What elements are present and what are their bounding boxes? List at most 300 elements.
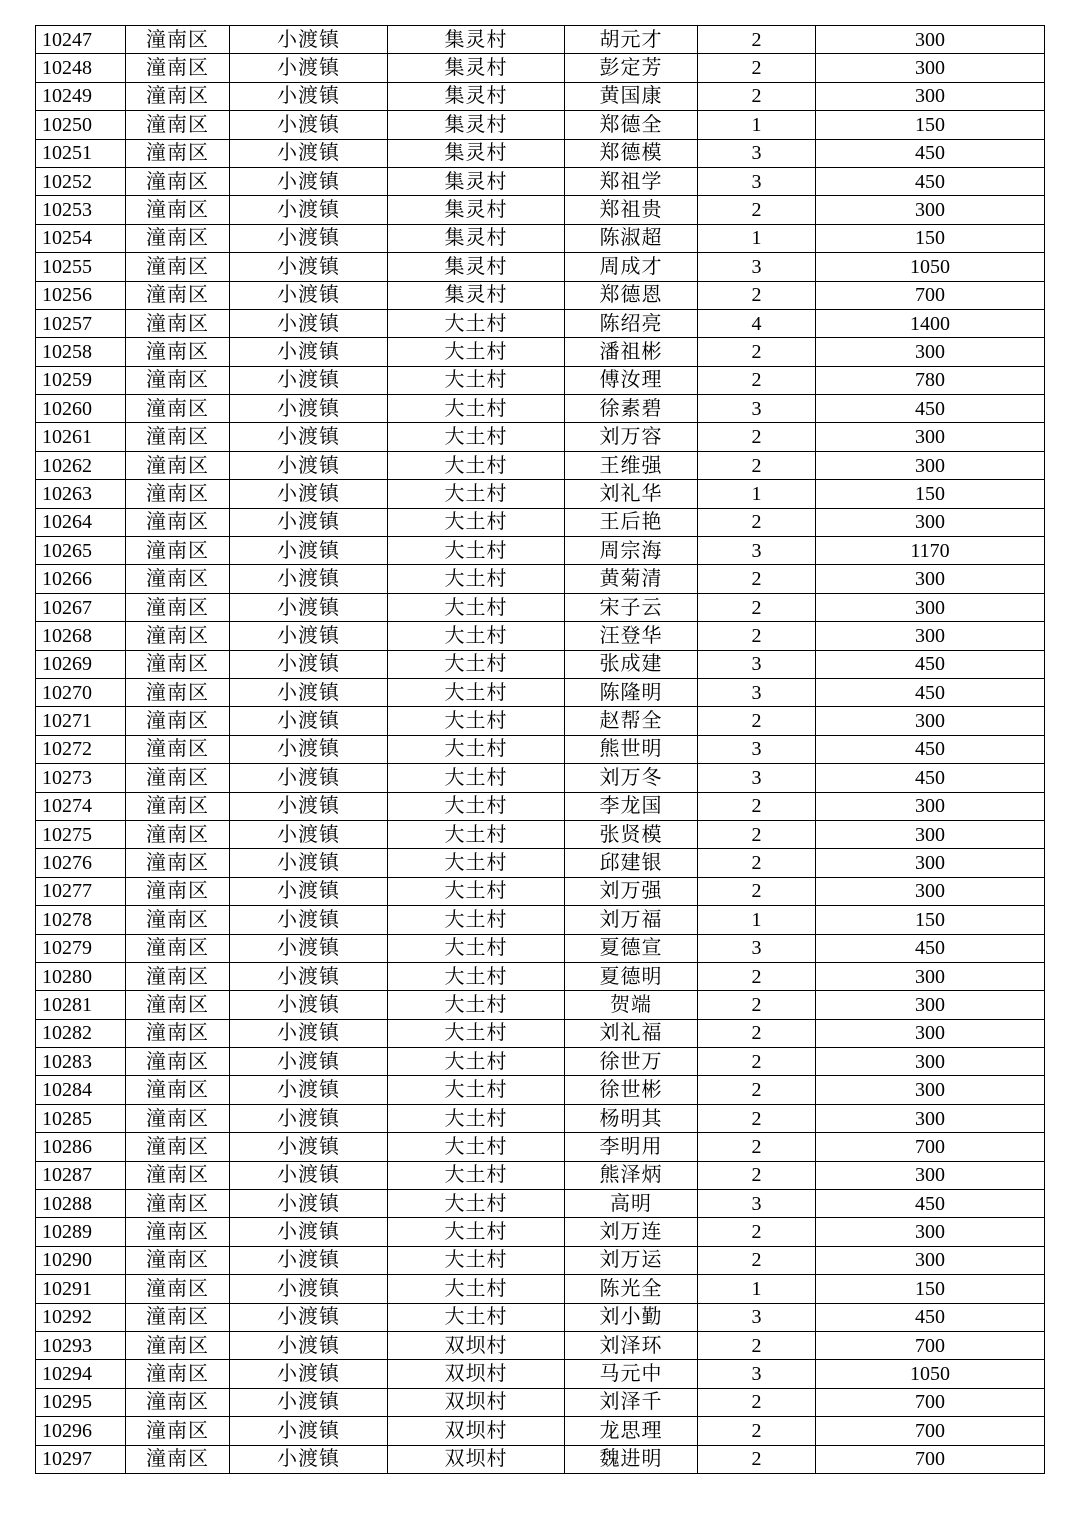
cell-amount: 1170 — [816, 537, 1045, 565]
cell-town: 小渡镇 — [230, 678, 388, 706]
cell-district: 潼南区 — [126, 167, 230, 195]
cell-name: 黄菊清 — [565, 565, 698, 593]
cell-count: 3 — [698, 1303, 816, 1331]
table-row — [36, 26, 1045, 54]
cell-count: 2 — [698, 622, 816, 650]
cell-name: 徐素碧 — [565, 395, 698, 423]
cell-id: 10262 — [36, 451, 126, 479]
cell-name: 魏进明 — [565, 1445, 698, 1473]
cell-count: 3 — [698, 1190, 816, 1218]
table-row — [36, 934, 1045, 962]
cell-amount: 450 — [816, 934, 1045, 962]
cell-id: 10253 — [36, 196, 126, 224]
cell-count: 2 — [698, 849, 816, 877]
cell-count: 2 — [698, 281, 816, 309]
cell-village: 大土村 — [388, 1133, 565, 1161]
cell-amount: 450 — [816, 395, 1045, 423]
table-row — [36, 707, 1045, 735]
cell-village: 大土村 — [388, 820, 565, 848]
cell-village: 大土村 — [388, 1303, 565, 1331]
table-row — [36, 253, 1045, 281]
cell-name: 刘小勤 — [565, 1303, 698, 1331]
cell-id: 10277 — [36, 877, 126, 905]
table-body — [36, 26, 1045, 1474]
table-row — [36, 338, 1045, 366]
cell-village: 双坝村 — [388, 1417, 565, 1445]
cell-village: 大土村 — [388, 593, 565, 621]
cell-amount: 300 — [816, 991, 1045, 1019]
cell-name: 徐世彬 — [565, 1076, 698, 1104]
table-row — [36, 735, 1045, 763]
cell-district: 潼南区 — [126, 1246, 230, 1274]
cell-town: 小渡镇 — [230, 537, 388, 565]
cell-town: 小渡镇 — [230, 139, 388, 167]
cell-amount: 300 — [816, 1246, 1045, 1274]
cell-district: 潼南区 — [126, 1331, 230, 1359]
cell-district: 潼南区 — [126, 991, 230, 1019]
cell-amount: 300 — [816, 451, 1045, 479]
cell-village: 大土村 — [388, 622, 565, 650]
table-row — [36, 906, 1045, 934]
cell-village: 集灵村 — [388, 82, 565, 110]
cell-district: 潼南区 — [126, 338, 230, 366]
cell-amount: 300 — [816, 508, 1045, 536]
cell-id: 10270 — [36, 678, 126, 706]
cell-amount: 450 — [816, 764, 1045, 792]
cell-village: 集灵村 — [388, 196, 565, 224]
table-row — [36, 167, 1045, 195]
cell-id: 10286 — [36, 1133, 126, 1161]
cell-id: 10269 — [36, 650, 126, 678]
cell-amount: 450 — [816, 650, 1045, 678]
cell-count: 1 — [698, 906, 816, 934]
cell-name: 张贤模 — [565, 820, 698, 848]
table-row — [36, 1076, 1045, 1104]
cell-id: 10256 — [36, 281, 126, 309]
cell-district: 潼南区 — [126, 82, 230, 110]
cell-id: 10279 — [36, 934, 126, 962]
cell-name: 刘泽环 — [565, 1331, 698, 1359]
cell-amount: 150 — [816, 480, 1045, 508]
cell-count: 3 — [698, 1360, 816, 1388]
cell-district: 潼南区 — [126, 593, 230, 621]
cell-id: 10296 — [36, 1417, 126, 1445]
table-row — [36, 1133, 1045, 1161]
cell-district: 潼南区 — [126, 1417, 230, 1445]
cell-name: 龙思理 — [565, 1417, 698, 1445]
cell-name: 高明 — [565, 1190, 698, 1218]
cell-village: 大土村 — [388, 1218, 565, 1246]
cell-id: 10251 — [36, 139, 126, 167]
cell-district: 潼南区 — [126, 253, 230, 281]
table-row — [36, 1218, 1045, 1246]
table-row — [36, 1445, 1045, 1473]
cell-id: 10267 — [36, 593, 126, 621]
cell-district: 潼南区 — [126, 934, 230, 962]
cell-amount: 450 — [816, 678, 1045, 706]
cell-district: 潼南区 — [126, 820, 230, 848]
cell-village: 大土村 — [388, 1246, 565, 1274]
cell-village: 集灵村 — [388, 111, 565, 139]
cell-district: 潼南区 — [126, 1133, 230, 1161]
cell-count: 2 — [698, 1076, 816, 1104]
table-row — [36, 650, 1045, 678]
table-row — [36, 593, 1045, 621]
cell-town: 小渡镇 — [230, 1104, 388, 1132]
cell-count: 2 — [698, 1161, 816, 1189]
cell-town: 小渡镇 — [230, 395, 388, 423]
cell-amount: 700 — [816, 1331, 1045, 1359]
cell-name: 李明用 — [565, 1133, 698, 1161]
cell-town: 小渡镇 — [230, 906, 388, 934]
cell-name: 杨明其 — [565, 1104, 698, 1132]
cell-amount: 150 — [816, 224, 1045, 252]
cell-name: 刘万容 — [565, 423, 698, 451]
cell-district: 潼南区 — [126, 622, 230, 650]
cell-count: 2 — [698, 1417, 816, 1445]
table-row — [36, 1104, 1045, 1132]
cell-count: 3 — [698, 735, 816, 763]
cell-district: 潼南区 — [126, 26, 230, 54]
cell-id: 10255 — [36, 253, 126, 281]
cell-count: 3 — [698, 537, 816, 565]
cell-id: 10297 — [36, 1445, 126, 1473]
cell-amount: 300 — [816, 26, 1045, 54]
cell-name: 刘万强 — [565, 877, 698, 905]
cell-district: 潼南区 — [126, 1303, 230, 1331]
cell-district: 潼南区 — [126, 792, 230, 820]
cell-district: 潼南区 — [126, 1445, 230, 1473]
table-row — [36, 849, 1045, 877]
cell-amount: 300 — [816, 593, 1045, 621]
cell-id: 10292 — [36, 1303, 126, 1331]
cell-amount: 300 — [816, 877, 1045, 905]
cell-village: 双坝村 — [388, 1360, 565, 1388]
cell-town: 小渡镇 — [230, 820, 388, 848]
cell-count: 2 — [698, 82, 816, 110]
cell-town: 小渡镇 — [230, 508, 388, 536]
records-table — [35, 25, 1045, 1474]
cell-id: 10257 — [36, 309, 126, 337]
cell-name: 马元中 — [565, 1360, 698, 1388]
cell-village: 大土村 — [388, 537, 565, 565]
table-row — [36, 991, 1045, 1019]
table-row — [36, 537, 1045, 565]
cell-count: 2 — [698, 508, 816, 536]
cell-name: 胡元才 — [565, 26, 698, 54]
cell-name: 陈淑超 — [565, 224, 698, 252]
cell-village: 大土村 — [388, 678, 565, 706]
cell-count: 3 — [698, 934, 816, 962]
cell-district: 潼南区 — [126, 281, 230, 309]
cell-count: 3 — [698, 139, 816, 167]
cell-village: 大土村 — [388, 962, 565, 990]
table-row — [36, 82, 1045, 110]
cell-village: 大土村 — [388, 707, 565, 735]
cell-town: 小渡镇 — [230, 1161, 388, 1189]
cell-district: 潼南区 — [126, 735, 230, 763]
cell-town: 小渡镇 — [230, 1019, 388, 1047]
cell-id: 10288 — [36, 1190, 126, 1218]
cell-district: 潼南区 — [126, 1190, 230, 1218]
cell-village: 大土村 — [388, 991, 565, 1019]
cell-town: 小渡镇 — [230, 707, 388, 735]
cell-id: 10249 — [36, 82, 126, 110]
cell-village: 大土村 — [388, 309, 565, 337]
cell-amount: 300 — [816, 1019, 1045, 1047]
cell-town: 小渡镇 — [230, 26, 388, 54]
cell-village: 集灵村 — [388, 253, 565, 281]
cell-district: 潼南区 — [126, 906, 230, 934]
cell-count: 3 — [698, 650, 816, 678]
table-row — [36, 1360, 1045, 1388]
cell-district: 潼南区 — [126, 111, 230, 139]
cell-count: 3 — [698, 764, 816, 792]
cell-town: 小渡镇 — [230, 1246, 388, 1274]
cell-count: 3 — [698, 167, 816, 195]
cell-name: 刘万连 — [565, 1218, 698, 1246]
cell-id: 10290 — [36, 1246, 126, 1274]
cell-district: 潼南区 — [126, 54, 230, 82]
cell-town: 小渡镇 — [230, 792, 388, 820]
cell-id: 10285 — [36, 1104, 126, 1132]
cell-town: 小渡镇 — [230, 54, 388, 82]
cell-village: 大土村 — [388, 508, 565, 536]
cell-amount: 300 — [816, 196, 1045, 224]
cell-district: 潼南区 — [126, 707, 230, 735]
cell-district: 潼南区 — [126, 1218, 230, 1246]
cell-town: 小渡镇 — [230, 650, 388, 678]
cell-village: 大土村 — [388, 480, 565, 508]
cell-village: 大土村 — [388, 338, 565, 366]
table-row — [36, 1417, 1045, 1445]
cell-id: 10274 — [36, 792, 126, 820]
table-row — [36, 565, 1045, 593]
cell-town: 小渡镇 — [230, 1331, 388, 1359]
cell-count: 2 — [698, 54, 816, 82]
cell-name: 张成建 — [565, 650, 698, 678]
cell-amount: 700 — [816, 1388, 1045, 1416]
cell-town: 小渡镇 — [230, 451, 388, 479]
cell-name: 陈绍亮 — [565, 309, 698, 337]
table-row — [36, 1161, 1045, 1189]
cell-id: 10266 — [36, 565, 126, 593]
cell-count: 4 — [698, 309, 816, 337]
cell-id: 10268 — [36, 622, 126, 650]
cell-name: 潘祖彬 — [565, 338, 698, 366]
cell-district: 潼南区 — [126, 1076, 230, 1104]
table-row — [36, 792, 1045, 820]
cell-count: 2 — [698, 338, 816, 366]
cell-amount: 300 — [816, 338, 1045, 366]
table-row — [36, 224, 1045, 252]
cell-village: 大土村 — [388, 1048, 565, 1076]
cell-amount: 300 — [816, 1218, 1045, 1246]
table-row — [36, 1303, 1045, 1331]
cell-district: 潼南区 — [126, 451, 230, 479]
cell-village: 大土村 — [388, 849, 565, 877]
table-row — [36, 1246, 1045, 1274]
cell-count: 3 — [698, 253, 816, 281]
cell-id: 10278 — [36, 906, 126, 934]
cell-town: 小渡镇 — [230, 1445, 388, 1473]
cell-amount: 300 — [816, 792, 1045, 820]
cell-count: 1 — [698, 111, 816, 139]
cell-count: 1 — [698, 1275, 816, 1303]
table-row — [36, 111, 1045, 139]
cell-count: 2 — [698, 451, 816, 479]
cell-id: 10289 — [36, 1218, 126, 1246]
cell-district: 潼南区 — [126, 764, 230, 792]
cell-town: 小渡镇 — [230, 423, 388, 451]
cell-town: 小渡镇 — [230, 253, 388, 281]
cell-name: 宋子云 — [565, 593, 698, 621]
cell-name: 郑祖学 — [565, 167, 698, 195]
cell-id: 10263 — [36, 480, 126, 508]
cell-district: 潼南区 — [126, 366, 230, 394]
cell-town: 小渡镇 — [230, 111, 388, 139]
cell-count: 2 — [698, 1133, 816, 1161]
cell-village: 集灵村 — [388, 281, 565, 309]
cell-village: 大土村 — [388, 1190, 565, 1218]
cell-district: 潼南区 — [126, 1360, 230, 1388]
cell-amount: 450 — [816, 167, 1045, 195]
cell-amount: 300 — [816, 54, 1045, 82]
cell-id: 10250 — [36, 111, 126, 139]
cell-village: 大土村 — [388, 764, 565, 792]
cell-id: 10252 — [36, 167, 126, 195]
cell-count: 2 — [698, 820, 816, 848]
cell-village: 大土村 — [388, 395, 565, 423]
cell-village: 大土村 — [388, 1275, 565, 1303]
cell-district: 潼南区 — [126, 1161, 230, 1189]
table-row — [36, 480, 1045, 508]
cell-amount: 300 — [816, 820, 1045, 848]
cell-district: 潼南区 — [126, 139, 230, 167]
cell-id: 10259 — [36, 366, 126, 394]
cell-district: 潼南区 — [126, 1275, 230, 1303]
cell-amount: 150 — [816, 906, 1045, 934]
cell-district: 潼南区 — [126, 1048, 230, 1076]
cell-count: 3 — [698, 678, 816, 706]
cell-id: 10283 — [36, 1048, 126, 1076]
cell-id: 10287 — [36, 1161, 126, 1189]
cell-amount: 700 — [816, 1445, 1045, 1473]
table-row — [36, 1019, 1045, 1047]
cell-amount: 300 — [816, 1048, 1045, 1076]
table-row — [36, 678, 1045, 706]
cell-amount: 450 — [816, 139, 1045, 167]
cell-village: 大土村 — [388, 565, 565, 593]
table-row — [36, 395, 1045, 423]
cell-town: 小渡镇 — [230, 309, 388, 337]
cell-name: 刘礼华 — [565, 480, 698, 508]
table-row — [36, 877, 1045, 905]
cell-town: 小渡镇 — [230, 1048, 388, 1076]
cell-name: 郑德全 — [565, 111, 698, 139]
cell-name: 熊泽炳 — [565, 1161, 698, 1189]
cell-count: 2 — [698, 1445, 816, 1473]
cell-id: 10258 — [36, 338, 126, 366]
table-row — [36, 196, 1045, 224]
cell-district: 潼南区 — [126, 196, 230, 224]
cell-town: 小渡镇 — [230, 1133, 388, 1161]
cell-village: 大土村 — [388, 423, 565, 451]
cell-amount: 700 — [816, 1133, 1045, 1161]
cell-town: 小渡镇 — [230, 281, 388, 309]
cell-amount: 300 — [816, 962, 1045, 990]
cell-town: 小渡镇 — [230, 366, 388, 394]
cell-count: 2 — [698, 1388, 816, 1416]
cell-district: 潼南区 — [126, 1104, 230, 1132]
cell-village: 大土村 — [388, 792, 565, 820]
cell-village: 大土村 — [388, 1076, 565, 1104]
cell-id: 10280 — [36, 962, 126, 990]
table-row — [36, 281, 1045, 309]
cell-town: 小渡镇 — [230, 764, 388, 792]
cell-town: 小渡镇 — [230, 338, 388, 366]
cell-amount: 300 — [816, 423, 1045, 451]
cell-name: 傅汝理 — [565, 366, 698, 394]
cell-district: 潼南区 — [126, 423, 230, 451]
cell-name: 李龙国 — [565, 792, 698, 820]
cell-district: 潼南区 — [126, 849, 230, 877]
cell-district: 潼南区 — [126, 537, 230, 565]
cell-count: 1 — [698, 224, 816, 252]
cell-town: 小渡镇 — [230, 849, 388, 877]
cell-id: 10291 — [36, 1275, 126, 1303]
cell-name: 黄国康 — [565, 82, 698, 110]
cell-town: 小渡镇 — [230, 934, 388, 962]
cell-village: 大土村 — [388, 1019, 565, 1047]
cell-village: 大土村 — [388, 1104, 565, 1132]
cell-town: 小渡镇 — [230, 82, 388, 110]
table-row — [36, 309, 1045, 337]
cell-town: 小渡镇 — [230, 196, 388, 224]
cell-id: 10265 — [36, 537, 126, 565]
cell-district: 潼南区 — [126, 877, 230, 905]
cell-name: 王后艳 — [565, 508, 698, 536]
cell-district: 潼南区 — [126, 1388, 230, 1416]
cell-village: 集灵村 — [388, 167, 565, 195]
cell-count: 2 — [698, 26, 816, 54]
cell-town: 小渡镇 — [230, 622, 388, 650]
cell-town: 小渡镇 — [230, 1303, 388, 1331]
table-row — [36, 1190, 1045, 1218]
cell-town: 小渡镇 — [230, 1275, 388, 1303]
cell-id: 10281 — [36, 991, 126, 1019]
cell-count: 2 — [698, 707, 816, 735]
cell-name: 刘万运 — [565, 1246, 698, 1274]
cell-village: 大土村 — [388, 650, 565, 678]
cell-name: 陈光全 — [565, 1275, 698, 1303]
cell-count: 1 — [698, 480, 816, 508]
cell-name: 陈隆明 — [565, 678, 698, 706]
cell-village: 集灵村 — [388, 224, 565, 252]
table-row — [36, 423, 1045, 451]
cell-amount: 150 — [816, 1275, 1045, 1303]
cell-amount: 450 — [816, 1303, 1045, 1331]
table-row — [36, 820, 1045, 848]
cell-village: 双坝村 — [388, 1331, 565, 1359]
cell-name: 刘礼福 — [565, 1019, 698, 1047]
cell-town: 小渡镇 — [230, 991, 388, 1019]
cell-district: 潼南区 — [126, 480, 230, 508]
cell-id: 10276 — [36, 849, 126, 877]
cell-village: 双坝村 — [388, 1445, 565, 1473]
cell-name: 彭定芳 — [565, 54, 698, 82]
cell-id: 10272 — [36, 735, 126, 763]
